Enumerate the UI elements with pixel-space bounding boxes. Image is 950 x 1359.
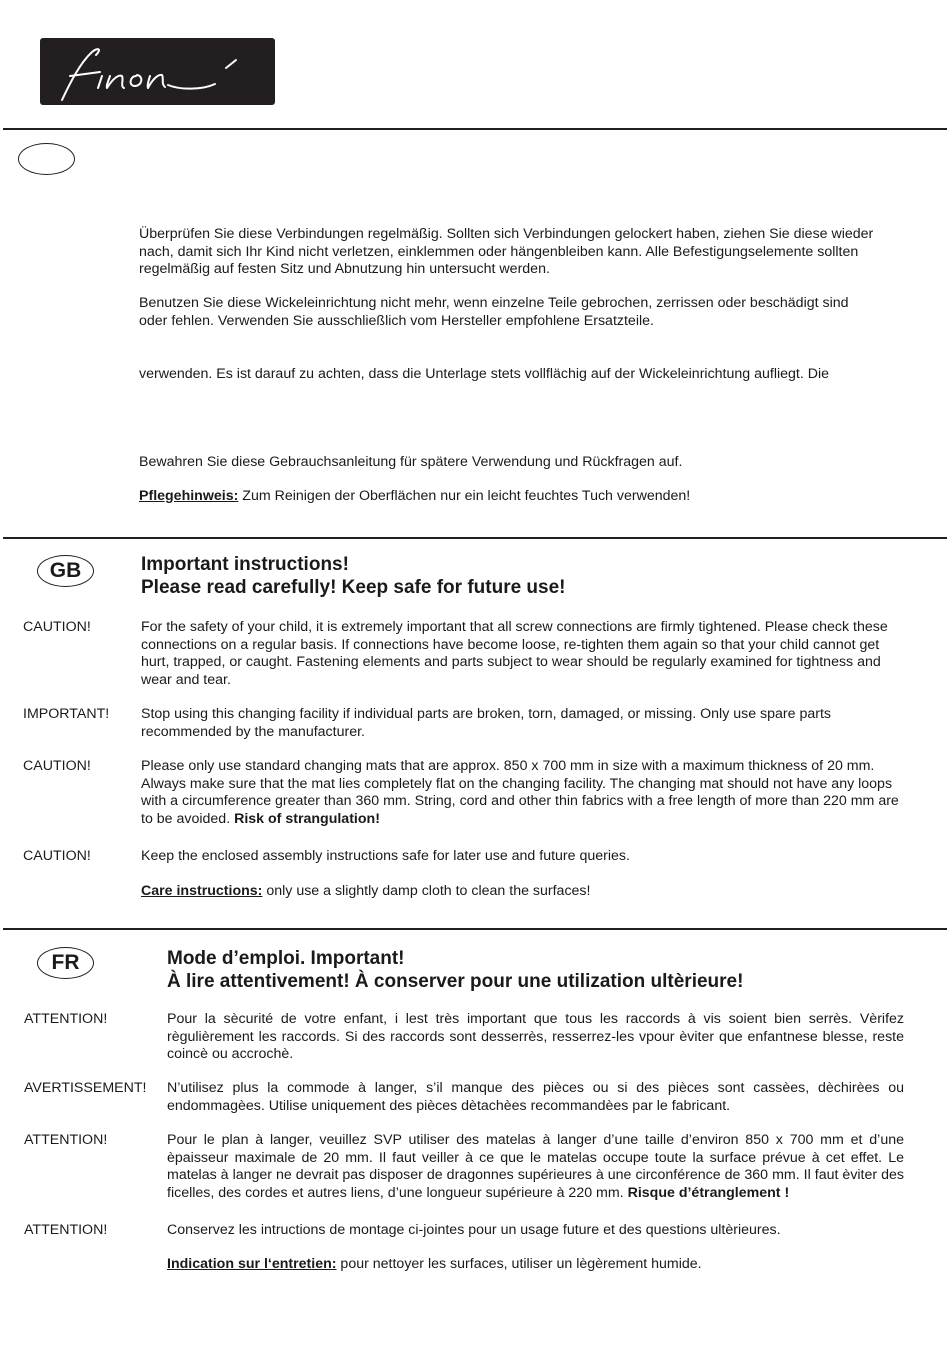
gb-paragraph-3-text: Please only use standard changing mats that are approx. 850 x 700 mm in size with a maximum thickness of 20 mm. Always make sure that the mat lies completely flat on the changing facility. The changing mat should not have any loops with a circumference greater than 360 mm. String, cord and other thin fabrics with a free length of more than 220 mm are to be avoided. [141, 758, 899, 827]
gb-paragraph-1: For the safety of your child, it is extremely important that all screw connections are firmly tightened. Please check these connections on a regular basis. If connections have become loose, re-tighten them again so that your child cannot get hurt, trapped, or caught. Fastening elements and parts subject to wear should be regularly examined for tightness and wear and tear. [141, 619, 888, 688]
fr-paragraph-3-text: Pour le plan à langer, veuillez SVP utiliser des matelas à langer d’une taille d’environ 850 x 700 mm et d’une èpaisseur maximale de 20 mm. Il faut veiller à ce que le matelas occupe toute la surface prévue à cet effet. Le matelas à langer ne devrait pas disposer de dragonnes supérieures à une circonférence de 360 mm. Il faut èviter des ficelles, des cordes et autres liens, d’une longueur supérieure à 220 mm. [167, 1132, 904, 1201]
fr-heading-1: Mode d’emploi. Important! [167, 948, 405, 969]
de-paragraph-2: Benutzen Sie diese Wickeleinrichtung nicht mehr, wenn einzelne Teile gebrochen, zerrissen oder beschädigt sind oder fehlen. Verwenden Sie ausschließlich vom Hersteller empfohlene Ersatzteile. [139, 295, 849, 329]
language-badge-de [18, 143, 75, 175]
fr-care-label: Indication sur l‘entretien: [167, 1256, 337, 1272]
de-paragraph-3: verwenden. Es ist darauf zu achten, dass die Unterlage stets vollflächig auf der Wickeleinrichtung aufliegt. Die [139, 366, 830, 382]
gb-heading-1: Important instructions! [141, 554, 349, 575]
gb-care-note [141, 883, 906, 901]
gb-paragraph-2: Stop using this changing facility if individual parts are broken, torn, damaged, or missing. Only use spare parts recommended by the manufacturer. [141, 706, 832, 740]
de-care-label: Pflegehinweis: [139, 488, 239, 504]
fr-strangulation-warning: Risque d’étranglement ! [627, 1184, 790, 1201]
finori-signature-logo [40, 38, 275, 105]
fr-heading-2: À lire attentivement! À conserver pour une utilization ultèrieure! [167, 971, 744, 992]
language-badge-fr: FR [37, 947, 94, 979]
fr-care-note [167, 1256, 904, 1274]
language-badge-gb: GB [37, 555, 94, 587]
gb-paragraph-3 [141, 758, 906, 828]
fr-care-text: pour nettoyer les surfaces, utiliser un lègèrement humide. [336, 1256, 702, 1272]
gb-label-caution-2: CAUTION! [23, 758, 91, 774]
section-divider [3, 537, 947, 539]
fr-paragraph-3 [167, 1132, 904, 1202]
gb-care-label: Care instructions: [141, 883, 263, 899]
fr-paragraph-2: N’utilisez plus la commode à langer, s’il manque des pièces ou si des pièces sont cassèes, dèchirèes ou endommagèes. Utilise uniquement des pièces dètachèes recommandèes par le fabricant. [167, 1080, 904, 1114]
gb-label-caution-3: CAUTION! [23, 848, 91, 864]
gb-heading-2: Please read carefully! Keep safe for future use! [141, 577, 566, 598]
brand-logo [40, 38, 275, 105]
gb-label-important: IMPORTANT! [23, 706, 110, 722]
de-care-note [139, 488, 879, 506]
de-paragraph-4: Bewahren Sie diese Gebrauchsanleitung für spätere Verwendung und Rückfragen auf. [139, 454, 683, 470]
de-paragraph-1: Überprüfen Sie diese Verbindungen regelmäßig. Sollten sich Verbindungen gelockert haben, ziehen Sie diese wieder nach, damit sich Ihr Kind nicht verletzen, einklemmen oder hängenbleiben kann. Alle Befestigungselemente sollten regelmäßig auf festen Sitz und Abnutzung hin untersucht werden. [139, 226, 874, 277]
gb-label-caution-1: CAUTION! [23, 619, 91, 635]
gb-care-text: only use a slightly damp cloth to clean the surfaces! [262, 883, 591, 899]
section-divider [3, 128, 947, 130]
fr-label-avertissement: AVERTISSEMENT! [24, 1080, 147, 1096]
section-divider [3, 928, 947, 930]
fr-paragraph-4: Conservez les intructions de montage ci-jointes pour un usage future et des questions ultèrieures. [167, 1222, 781, 1238]
gb-paragraph-4: Keep the enclosed assembly instructions safe for later use and future queries. [141, 848, 630, 864]
de-care-text: Zum Reinigen der Oberflächen nur ein leicht feuchtes Tuch verwenden! [238, 488, 691, 504]
fr-label-attention-1: ATTENTION! [24, 1011, 108, 1027]
fr-label-attention-3: ATTENTION! [24, 1222, 108, 1238]
fr-paragraph-1: Pour la sècurité de votre enfant, i lest très important que tous les raccords à vis soient bien serrès. Vèrifez règulièrement les raccords. Si des raccords sont desserrès, resserrez-les vpour èviter que enfantnese blesse, reste coincè ou accrochè. [167, 1011, 904, 1062]
fr-label-attention-2: ATTENTION! [24, 1132, 108, 1148]
gb-strangulation-warning: Risk of strangulation! [234, 810, 380, 827]
